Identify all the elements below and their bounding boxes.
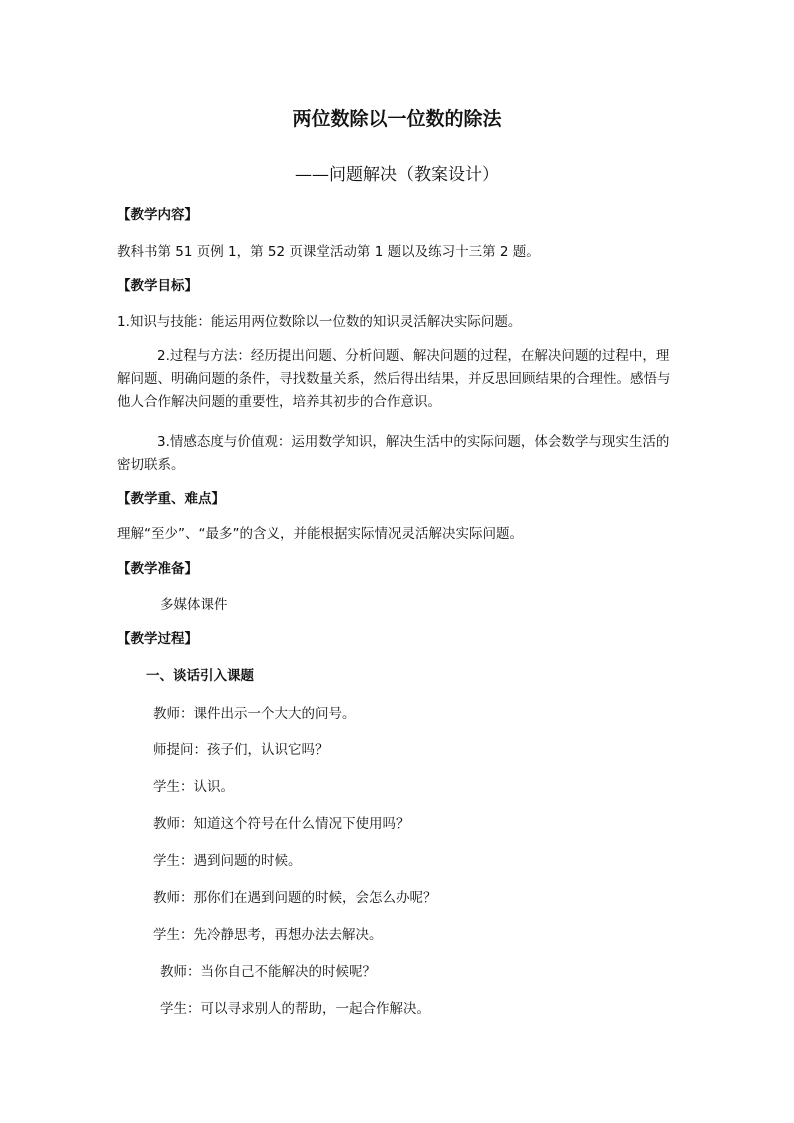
dialog-line: 教师：知道这个符号在什么情况下使用吗？ [153, 816, 410, 832]
dialog-line: 学生：认识。 [153, 779, 234, 795]
key-points-text: 理解“至少”、“最多”的含义，并能根据实际情况灵活解决实际问题。 [117, 526, 523, 542]
goal-item-3: 3.情感态度与价值观：运用数学知识，解决生活中的实际问题，体会数学与现实生活的密切联系。 [117, 434, 670, 473]
dialog-line: 师提问：孩子们，认识它吗？ [153, 742, 329, 758]
dialog-line: 学生：先冷静思考，再想办法去解决。 [153, 927, 383, 943]
document-subtitle: ——问题解决（教案设计） [295, 165, 499, 185]
dialog-line: 教师：当你自己不能解决的时候呢？ [160, 964, 376, 980]
heading-preparation: 【教学准备】 [117, 561, 198, 577]
goal-item-1: 1.知识与技能：能运用两位数除以一位数的知识灵活解决实际问题。 [117, 314, 522, 330]
dialog-line: 教师：课件出示一个大大的问号。 [153, 706, 356, 722]
document-title: 两位数除以一位数的除法 [292, 108, 502, 130]
heading-content: 【教学内容】 [117, 207, 198, 223]
process-subheading: 一、谈话引入课题 [146, 668, 254, 684]
content-text: 教科书第 51 页例 1，第 52 页课堂活动第 1 题以及练习十三第 2 题。 [117, 244, 540, 260]
dialog-line: 教师：那你们在遇到问题的时候，会怎么办呢？ [153, 890, 437, 906]
dialog-line: 学生：可以寻求别人的帮助，一起合作解决。 [160, 1001, 430, 1017]
goal-item-2: 2.过程与方法：经历提出问题、分析问题、解决问题的过程，在解决问题的过程中，理解问题、明确问题的条件，寻找数量关系，然后得出结果，并反思回顾结果的合理性。感悟与他人合作解决问题的重要性，培养其初步的合作意识。 [117, 348, 671, 410]
preparation-text: 多媒体课件 [160, 597, 228, 613]
heading-process: 【教学过程】 [117, 631, 198, 647]
dialog-line: 学生：遇到问题的时候。 [153, 853, 302, 869]
heading-key-points: 【教学重、难点】 [117, 491, 225, 507]
heading-goals: 【教学目标】 [117, 278, 198, 294]
